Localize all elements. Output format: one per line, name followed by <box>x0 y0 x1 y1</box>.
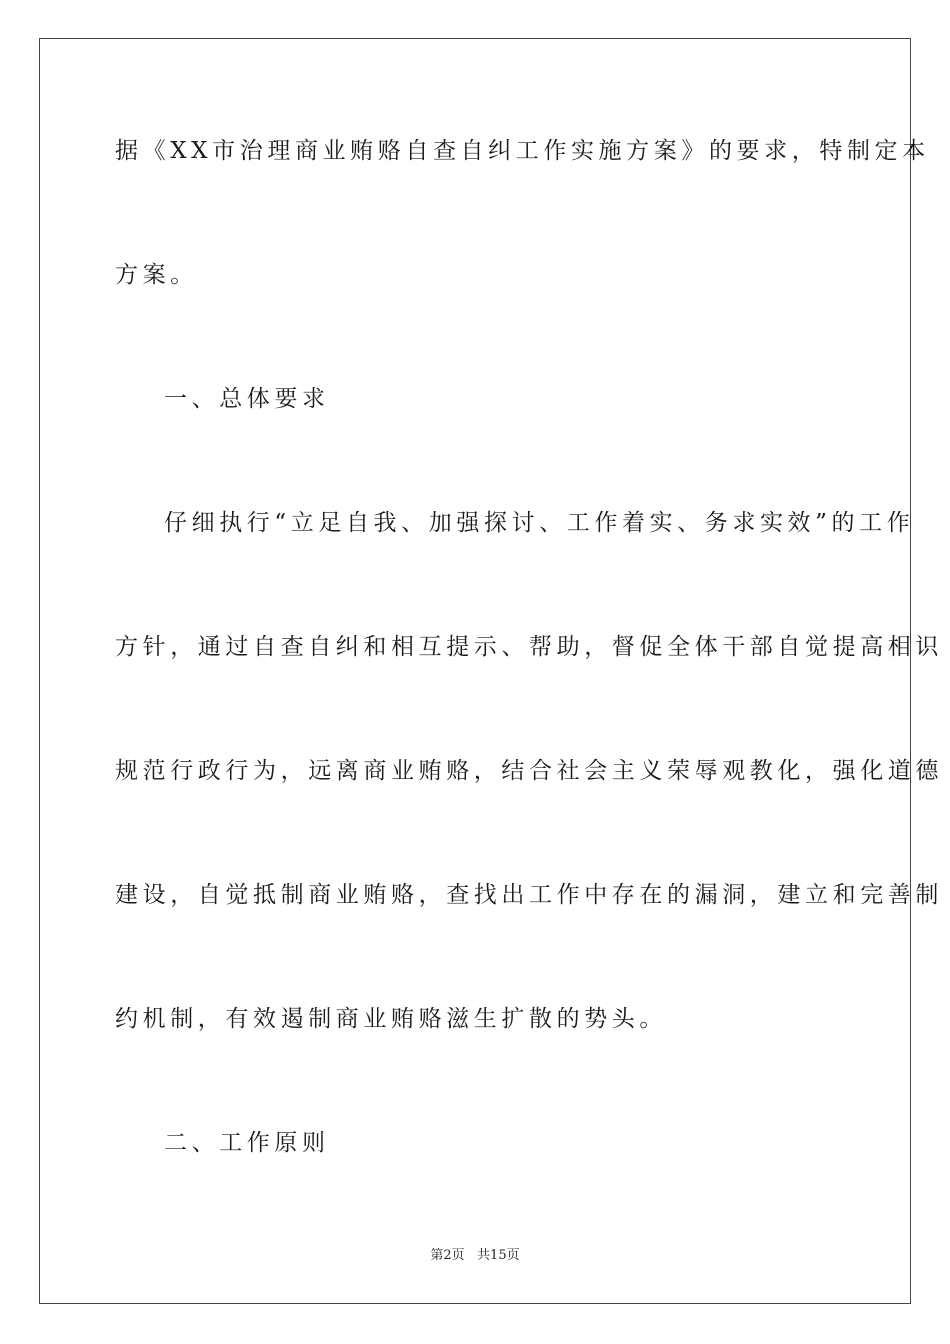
body-text-line: 约机制，有效遏制商业贿赂滋生扩散的势头。 <box>115 1006 667 1032</box>
body-text-line: 规范行政行为，远离商业贿赂，结合社会主义荣辱观教化，强化道德 <box>115 758 943 784</box>
body-text-line: 仔细执行“立足自我、加强探讨、工作着实、务求实效”的工作 <box>164 510 915 536</box>
section-heading: 一、总体要求 <box>164 386 330 412</box>
page-border <box>39 38 911 1304</box>
body-text-line: 据《XX市治理商业贿赂自查自纠工作实施方案》的要求，特制定本 <box>115 138 930 164</box>
section-heading: 二、工作原则 <box>164 1130 330 1156</box>
body-text-line: 建设，自觉抵制商业贿赂，查找出工作中存在的漏洞，建立和完善制 <box>115 882 943 908</box>
body-text-line: 方针，通过自查自纠和相互提示、帮助，督促全体干部自觉提高相识 <box>115 634 943 660</box>
page-number-footer: 第2页 共15页 <box>430 1248 520 1263</box>
body-text-line: 方案。 <box>115 262 198 288</box>
